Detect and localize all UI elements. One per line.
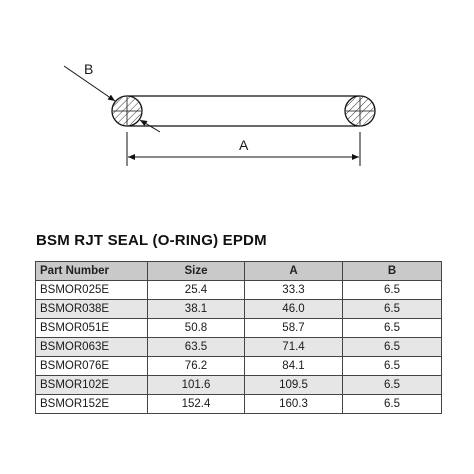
cell-b: 6.5 [343, 357, 442, 376]
dimension-a-label: A [239, 137, 249, 153]
cell-a: 109.5 [245, 376, 343, 395]
table-row [36, 300, 442, 319]
cell-a: 46.0 [245, 300, 343, 319]
header-b: B [343, 262, 442, 281]
cell-part-number: BSMOR076E [36, 357, 148, 376]
table-row [36, 376, 442, 395]
cell-b: 6.5 [343, 281, 442, 300]
table-row [36, 319, 442, 338]
table-row [36, 281, 442, 300]
right-cross-section [345, 96, 375, 126]
cell-size: 76.2 [148, 357, 245, 376]
table-row [36, 338, 442, 357]
table-header-row [36, 262, 442, 281]
header-part-number: Part Number [36, 262, 148, 281]
cell-a: 84.1 [245, 357, 343, 376]
cell-size: 63.5 [148, 338, 245, 357]
left-cross-section [112, 96, 142, 126]
cell-size: 101.6 [148, 376, 245, 395]
table-row [36, 357, 442, 376]
cell-size: 152.4 [148, 395, 245, 414]
header-size: Size [148, 262, 245, 281]
cell-part-number: BSMOR051E [36, 319, 148, 338]
dimension-b-label: B [84, 61, 94, 77]
cell-part-number: BSMOR025E [36, 281, 148, 300]
cell-part-number: BSMOR038E [36, 300, 148, 319]
cell-part-number: BSMOR152E [36, 395, 148, 414]
cell-b: 6.5 [343, 319, 442, 338]
product-title: BSM RJT SEAL (O-RING) EPDM [36, 232, 267, 249]
cell-part-number: BSMOR063E [36, 338, 148, 357]
cell-a: 33.3 [245, 281, 343, 300]
cell-a: 58.7 [245, 319, 343, 338]
cell-a: 71.4 [245, 338, 343, 357]
cell-b: 6.5 [343, 300, 442, 319]
cell-b: 6.5 [343, 376, 442, 395]
table-row [36, 395, 442, 414]
cell-part-number: BSMOR102E [36, 376, 148, 395]
cell-size: 50.8 [148, 319, 245, 338]
cell-b: 6.5 [343, 338, 442, 357]
o-ring-spec-table [35, 261, 442, 414]
cell-a: 160.3 [245, 395, 343, 414]
cell-b: 6.5 [343, 395, 442, 414]
o-ring-cross-section-drawing [0, 0, 474, 200]
cell-size: 38.1 [148, 300, 245, 319]
header-a: A [245, 262, 343, 281]
cell-size: 25.4 [148, 281, 245, 300]
